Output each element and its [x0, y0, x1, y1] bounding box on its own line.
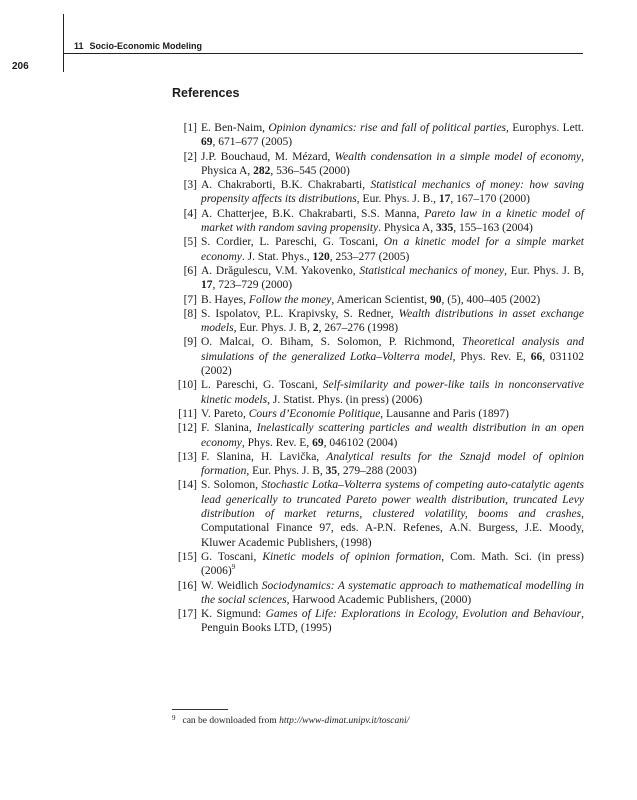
reference-volume: 120 — [312, 250, 330, 263]
reference-label: [9] — [183, 336, 197, 349]
reference-volume: 17 — [201, 279, 213, 292]
reference-body — [201, 150, 584, 179]
reference-source: , Computational Finance 97, eds. A-P.N. Refenes, A.N. Burgess, J.E. Moody, Kluwer Academic Publishers, (1998) — [201, 508, 584, 549]
reference-item — [172, 264, 584, 293]
page-number: 206 — [12, 61, 29, 72]
reference-source: , Eur. Phys. J. B, — [233, 322, 313, 335]
reference-source: , Eur. Phys. J. B, — [504, 264, 584, 277]
reference-source: , Physica A, — [201, 150, 584, 177]
reference-volume: 90 — [430, 293, 442, 306]
reference-label: [15] — [177, 550, 197, 563]
reference-body — [201, 550, 584, 579]
reference-label: [17] — [177, 608, 197, 621]
reference-title: Statistical mechanics of money: how saving propensity affects its distributions — [201, 179, 584, 206]
footnote-marker[interactable]: 9 — [231, 563, 236, 572]
reference-item — [172, 207, 584, 236]
reference-volume: 335 — [436, 222, 454, 235]
reference-item — [172, 550, 584, 579]
reference-authors: A. Drăgulescu, V.M. Yakovenko, — [201, 264, 360, 277]
reference-body — [201, 121, 584, 150]
reference-authors: B. Hayes, — [201, 293, 249, 306]
reference-pages-year: , 031102 (2002) — [201, 350, 584, 378]
reference-authors: E. Ben-Naim, — [201, 122, 269, 134]
footnote-rule — [172, 709, 228, 710]
reference-pages-year: , 536–545 (2000) — [270, 164, 350, 177]
reference-body — [201, 478, 584, 549]
footnote — [172, 714, 409, 726]
reference-body — [201, 235, 584, 264]
reference-item — [172, 378, 584, 407]
reference-label: [7] — [183, 293, 197, 306]
reference-source: , Phys. Rev. E, — [241, 436, 313, 449]
reference-volume: 2 — [312, 322, 319, 335]
reference-source: . J. Stat. Phys., — [241, 250, 313, 263]
reference-volume: 17 — [438, 193, 451, 206]
reference-pages-year: , 046102 (2004) — [323, 436, 398, 449]
reference-source: , Lausanne and Paris (1897) — [380, 407, 509, 420]
reference-label: [12] — [177, 422, 197, 435]
reference-title: On a kinetic model for a simple market economy — [201, 236, 585, 263]
reference-item — [172, 607, 584, 636]
reference-label: [5] — [183, 236, 197, 249]
header-rule — [63, 53, 583, 54]
reference-volume: 282 — [253, 164, 271, 177]
reference-pages-year: , (5), 400–405 (2002) — [441, 293, 541, 306]
footnote-text: can be downloaded from — [182, 716, 280, 726]
reference-list — [172, 121, 584, 636]
reference-title: Follow the money — [248, 293, 332, 306]
reference-item — [172, 450, 584, 479]
reference-authors: F. Slanina, H. Lavička, — [201, 450, 327, 463]
reference-label: [6] — [183, 264, 197, 277]
reference-body — [201, 307, 584, 336]
reference-item — [172, 235, 584, 264]
reference-pages-year: , 671–677 (2005) — [212, 136, 293, 149]
running-header — [74, 41, 202, 51]
reference-title: Wealth distributions in asset exchange models — [201, 307, 584, 335]
reference-title: Statistical mechanics of money — [359, 264, 505, 277]
reference-title: Wealth condensation in a simple model of economy — [334, 150, 582, 163]
footnote-url[interactable]: http://www-dimat.unipv.it/toscani/ — [279, 716, 410, 726]
reference-volume: 66 — [530, 350, 543, 363]
reference-source: , Eur. Phys. J. B, — [246, 465, 326, 478]
reference-pages-year: , 723–729 (2000) — [212, 279, 293, 292]
reference-title: Opinion dynamics: rise and fall of political parties, — [268, 122, 509, 134]
reference-source: , Com. Math. Sci. (in press) (2006) — [201, 550, 585, 578]
chapter-title: Socio-Economic Modeling — [89, 41, 203, 51]
reference-body — [201, 407, 584, 421]
reference-body — [201, 378, 584, 407]
reference-source: , Harwood Academic Publishers, (2000) — [286, 593, 472, 606]
chapter-number: 11 — [74, 41, 84, 51]
reference-body — [201, 450, 584, 479]
reference-item — [172, 579, 584, 608]
reference-body — [201, 607, 584, 636]
reference-item — [172, 335, 584, 378]
reference-item — [172, 121, 584, 150]
reference-title: Sociodynamics: A systematic approach to mathematical modelling in the social sciences — [201, 579, 584, 606]
reference-label: [3] — [183, 179, 197, 192]
reference-pages-year: , 279–288 (2003) — [337, 465, 417, 478]
reference-authors: J.P. Bouchaud, M. Mézard, — [201, 150, 335, 163]
reference-authors: L. Pareschi, G. Toscani, — [201, 379, 323, 392]
reference-body — [201, 421, 584, 450]
reference-item — [172, 293, 584, 307]
margin-vertical-rule — [63, 14, 64, 72]
reference-label: [1] — [183, 122, 197, 134]
reference-pages-year: , 155–163 (2004) — [453, 222, 533, 235]
reference-item — [172, 478, 584, 549]
reference-authors: A. Chatterjee, B.K. Chakrabarti, S.S. Manna, — [201, 207, 425, 220]
reference-label: [2] — [183, 150, 197, 163]
reference-body — [201, 207, 584, 236]
reference-title: Self-similarity and power-like tails in nonconservative kinetic models — [201, 379, 584, 406]
reference-pages-year: , 253–277 (2005) — [329, 250, 410, 263]
reference-authors: K. Sigmund: — [201, 608, 266, 621]
footnote-number: 9 — [172, 714, 176, 722]
reference-title: Inelastically scattering particles and wealth distribution in an open economy — [201, 422, 584, 449]
reference-volume: 35 — [325, 465, 338, 478]
reference-authors: O. Malcai, O. Biham, S. Solomon, P. Richmond, — [201, 336, 462, 349]
reference-item — [172, 421, 584, 450]
reference-body — [201, 335, 584, 378]
reference-item — [172, 407, 584, 421]
reference-authors: S. Ispolatov, P.L. Krapivsky, S. Redner, — [201, 307, 399, 320]
reference-source: , Eur. Phys. J. B., — [356, 193, 439, 206]
reference-pages-year: , 167–170 (2000) — [450, 193, 530, 206]
reference-authors: A. Chakraborti, B.K. Chakrabarti, — [201, 179, 371, 192]
reference-body — [201, 293, 584, 307]
reference-authors: S. Cordier, L. Pareschi, G. Toscani, — [201, 236, 384, 249]
reference-title: Analytical results for the Sznajd model of opinion formation — [201, 450, 584, 478]
reference-label: [8] — [183, 307, 197, 320]
reference-authors: W. Weidlich — [201, 579, 262, 592]
reference-item — [172, 150, 584, 179]
reference-authors: V. Pareto, — [201, 407, 249, 420]
reference-body — [201, 579, 584, 608]
reference-title: Theoretical analysis and simulations of the generalized Lotka–Volterra model — [201, 336, 584, 363]
reference-source: , Phys. Rev. E, — [452, 350, 531, 363]
reference-source: , Penguin Books LTD, (1995) — [201, 608, 584, 635]
reference-authors: F. Slanina, — [201, 422, 257, 435]
reference-source: Europhys. Lett. — [508, 122, 584, 134]
reference-source: , J. Statist. Phys. (in press) (2006) — [267, 393, 423, 406]
reference-volume: 69 — [312, 436, 324, 449]
reference-label: [4] — [183, 207, 197, 220]
reference-pages-year: , 267–276 (1998) — [318, 322, 399, 335]
reference-source: . Physica A, — [378, 222, 436, 235]
reference-title: Kinetic models of opinion formation — [262, 550, 442, 563]
reference-title: Cours d’Economie Politique — [248, 407, 381, 420]
reference-label: [16] — [177, 579, 197, 592]
reference-title: Games of Life: Explorations in Ecology, Evolution and Behaviour — [265, 608, 582, 621]
reference-body — [201, 264, 584, 293]
reference-item — [172, 178, 584, 207]
section-title: References — [172, 86, 240, 100]
reference-label: [14] — [177, 479, 197, 492]
reference-label: [11] — [178, 407, 197, 420]
reference-authors: S. Solomon, — [201, 479, 262, 492]
reference-volume: 69 — [201, 136, 213, 149]
reference-body — [201, 178, 584, 207]
reference-item — [172, 307, 584, 336]
reference-label: [13] — [177, 450, 197, 463]
reference-label: [10] — [177, 379, 197, 392]
reference-authors: G. Toscani, — [201, 550, 263, 563]
reference-title: Stochastic Lotka–Volterra systems of competing auto-catalytic agents lead generically to truncated Pareto power wealth distribution, truncated Levy distribution of market returns, clustered volatility, booms and crashes — [201, 479, 584, 521]
reference-source: , American Scientist, — [331, 293, 431, 306]
reference-title: Pareto law in a kinetic model of market with random saving propensity — [201, 207, 584, 235]
